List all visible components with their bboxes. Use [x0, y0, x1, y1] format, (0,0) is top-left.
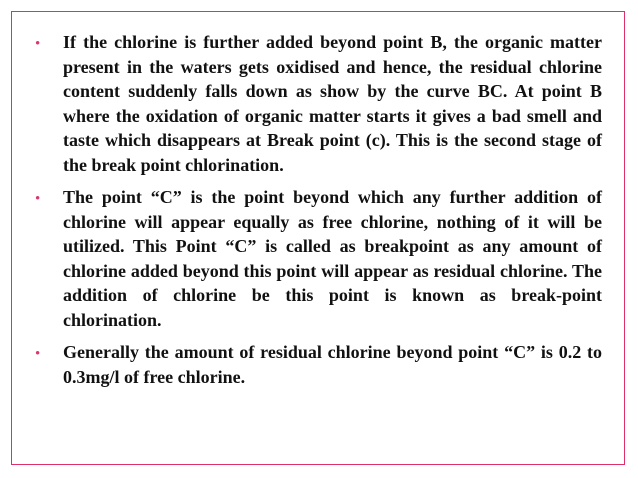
- bullet-icon: •: [35, 36, 41, 52]
- bullet-list: [35, 30, 602, 397]
- bullet-icon: •: [35, 191, 41, 207]
- bullet-item-breakpoint-stage: [35, 30, 602, 177]
- bullet-text: The point “C” is the point beyond which any further addition of chlorine will appear equally as free chlorine, nothing of it will be utilized. This Point “C” is called as breakpoint as any amount of chlorine added beyond this point will appear as residual chlorine. The addition of chlorine be this point is known as break-point chlorination.: [63, 187, 602, 330]
- bullet-item-residual-amount: [35, 340, 602, 389]
- bullet-text: Generally the amount of residual chlorine beyond point “C” is 0.2 to 0.3mg/l of free chlorine.: [63, 342, 602, 387]
- bullet-item-point-c: [35, 185, 602, 332]
- bullet-icon: •: [35, 346, 41, 362]
- bullet-text: If the chlorine is further added beyond point B, the organic matter present in the waters gets oxidised and hence, the residual chlorine content suddenly falls down as show by the curve BC. At point B where the oxidation of organic matter starts it gives a bad smell and taste which disappears at Break point (c). This is the second stage of the break point chlorination.: [63, 32, 602, 175]
